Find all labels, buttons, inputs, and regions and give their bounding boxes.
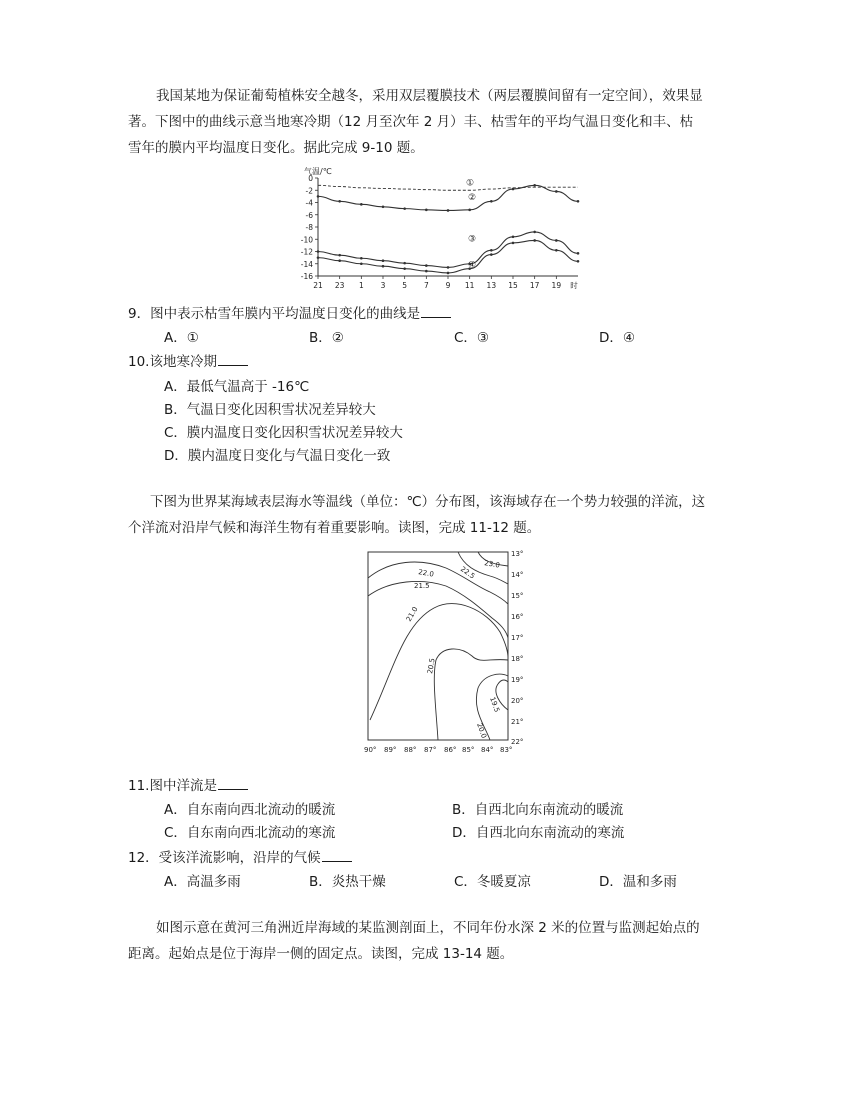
q9-option-b[interactable]: B．② [309,330,344,346]
question-10-text: 10.该地寒冷期 [128,354,217,370]
question-12-text: 12．受该洋流影响，沿岸的气候 [128,850,321,866]
data-point [512,242,515,245]
data-point [555,249,558,252]
x-tick-label: 1 [358,281,364,290]
isotherm-label: 19.5 [488,695,501,714]
q12-option-a[interactable]: A．高温多雨 [164,874,241,890]
data-point [490,253,493,256]
data-point [577,260,580,263]
series-line [318,232,578,271]
answer-blank[interactable] [322,847,352,862]
isotherm-22-0 [368,562,508,604]
lon-label: 88° [404,746,417,754]
isotherm-label: 22.5 [458,565,477,581]
data-point [403,267,406,270]
data-point [555,190,558,193]
q9-option-a[interactable]: A．① [164,330,199,346]
y-tick-label: -12 [300,247,313,257]
question-9-text: 9．图中表示枯雪年膜内平均温度日变化的曲线是 [128,306,421,322]
data-point [512,236,515,239]
x-tick-label: 7 [423,281,429,290]
data-point [533,184,536,187]
lat-label: 14° [511,571,524,579]
data-point [403,207,406,210]
isotherm-21-5 [368,581,508,638]
data-point [403,262,406,265]
lon-label: 85° [462,746,475,754]
series-label: ③ [468,234,477,245]
data-point [317,195,320,198]
data-point [382,205,385,208]
lon-label: 86° [444,746,457,754]
chart-y-axis-label: 气温/℃ [304,167,332,176]
q10-option-d[interactable]: D．膜内温度日变化与气温日变化一致 [164,448,391,464]
chart-series-group [317,178,580,274]
question-9-stem [128,302,451,322]
x-tick-label: 17 [529,281,540,290]
q9-option-d[interactable]: D．④ [599,330,635,346]
series-line [318,185,578,210]
series-label: ① [466,178,475,189]
intro3-line-1: 如图示意在黄河三角洲近岸海域的某监测剖面上，不同年份水深 2 米的位置与监测起始点的 [156,920,700,936]
data-point [555,239,558,242]
q12-option-d[interactable]: D．温和多雨 [599,874,677,890]
x-tick-label: 19 [551,281,562,290]
latitude-labels [511,550,523,746]
x-tick-label: 13 [486,281,497,290]
data-point [490,249,493,252]
y-tick-label: -10 [300,235,313,245]
map-frame [368,552,508,740]
x-tick-label: 21 [313,281,323,290]
question-12-options [164,870,744,890]
intro2-line-2: 个洋流对沿岸气候和海洋生物有着重要影响。读图，完成 11-12 题。 [128,520,541,536]
y-tick-label: -14 [300,259,313,269]
data-point [338,254,341,257]
longitude-labels [364,746,512,754]
data-point [425,270,428,273]
data-point [338,259,341,262]
isotherm-map [360,548,530,758]
y-tick-label: -6 [305,210,313,220]
intro1-line-3: 雪年的膜内平均温度日变化。据此完成 9-10 题。 [128,140,424,156]
question-11-text: 11.图中洋流是 [128,778,217,794]
data-point [447,272,450,275]
data-point [577,252,580,255]
isotherm-label: 21.0 [404,605,420,623]
lat-label: 16° [511,613,524,621]
lat-label: 17° [511,634,524,642]
q11-option-a[interactable]: A．自东南向西北流动的暖流 [164,802,336,818]
intro3-line-2: 距离。起始点是位于海岸一侧的固定点。读图，完成 13-14 题。 [128,946,514,962]
intro1-line-1: 我国某地为保证葡萄植株安全越冬，采用双层覆膜技术（两层覆膜间留有一定空间），效果显 [156,88,703,104]
question-10-stem [128,350,248,370]
x-tick-label: 9 [445,281,451,290]
question-11-stem [128,774,248,794]
isotherm-label: 22.0 [417,568,435,579]
question-12-stem [128,846,352,866]
data-point [338,200,341,203]
q12-option-c[interactable]: C．冬暖夏凉 [454,874,531,890]
answer-blank[interactable] [218,775,248,790]
data-point [447,209,450,212]
lon-label: 83° [500,746,513,754]
lon-label: 90° [364,746,377,754]
x-tick-label: 11 [464,281,475,290]
answer-blank[interactable] [218,351,248,366]
question-9-options [164,326,744,346]
lat-label: 20° [511,697,524,705]
intro1-line-2: 著。下图中的曲线示意当地寒冷期（12 月至次年 2 月）丰、枯雪年的平均气温日变化和丰、枯 [128,114,694,130]
data-point [533,231,536,234]
lat-label: 13° [511,550,524,558]
data-point [468,209,471,212]
x-tick-label: 3 [380,281,386,290]
isotherm-label: 20.5 [426,657,437,675]
x-tick-label: 15 [508,281,518,290]
q11-option-d[interactable]: D．自西北向东南流动的寒流 [452,825,625,841]
lon-label: 89° [384,746,397,754]
q10-option-b[interactable]: B．气温日变化因积雪状况差异较大 [164,402,376,418]
data-point [425,209,428,212]
x-tick-label: 23 [334,281,345,290]
data-point [317,250,320,253]
data-point [425,264,428,267]
lat-label: 15° [511,592,524,600]
q9-option-c[interactable]: C．③ [454,330,490,346]
isotherm-label: 21.5 [414,582,430,590]
data-point [447,266,450,269]
lon-label: 87° [424,746,437,754]
data-point [512,188,515,191]
y-tick-label: -8 [305,223,313,232]
data-point [360,262,363,265]
q10-option-a[interactable]: A．最低气温高于 -16℃ [164,379,310,395]
intro2-line-1: 下图为世界某海域表层海水等温线（单位：℃）分布图，该海域存在一个势力较强的洋流，这 [150,494,706,510]
temperature-line-chart [296,162,586,294]
isotherm-label: 23.0 [483,559,501,570]
isotherm-label: 20.0 [475,721,488,740]
lon-label: 84° [481,746,494,754]
y-tick-label: -4 [305,198,313,208]
data-point [382,265,385,268]
q10-option-c[interactable]: C．膜内温度日变化因积雪状况差异较大 [164,425,403,441]
lat-label: 19° [511,676,524,684]
lat-label: 22° [511,738,524,746]
isotherm-21-0 [370,604,508,720]
lat-label: 21° [511,718,524,726]
series-label: ④ [468,260,477,271]
data-point [490,200,493,203]
data-point [317,256,320,259]
series-label: ② [468,193,477,204]
data-point [360,203,363,206]
data-point [533,239,536,242]
lat-label: 18° [511,655,524,663]
q11-option-b[interactable]: B．自西北向东南流动的暖流 [452,802,624,818]
y-tick-label: -2 [305,186,313,196]
data-point [360,257,363,260]
q11-option-c[interactable]: C．自东南向西北流动的寒流 [164,825,336,841]
y-tick-label: 0 [308,174,313,183]
q12-option-b[interactable]: B．炎热干燥 [309,874,386,890]
answer-blank[interactable] [421,303,451,318]
x-tick-label: 5 [402,281,408,290]
x-axis-unit-label: 时 [570,281,578,290]
y-tick-label: -16 [300,272,313,281]
data-point [382,259,385,262]
data-point [577,200,580,203]
